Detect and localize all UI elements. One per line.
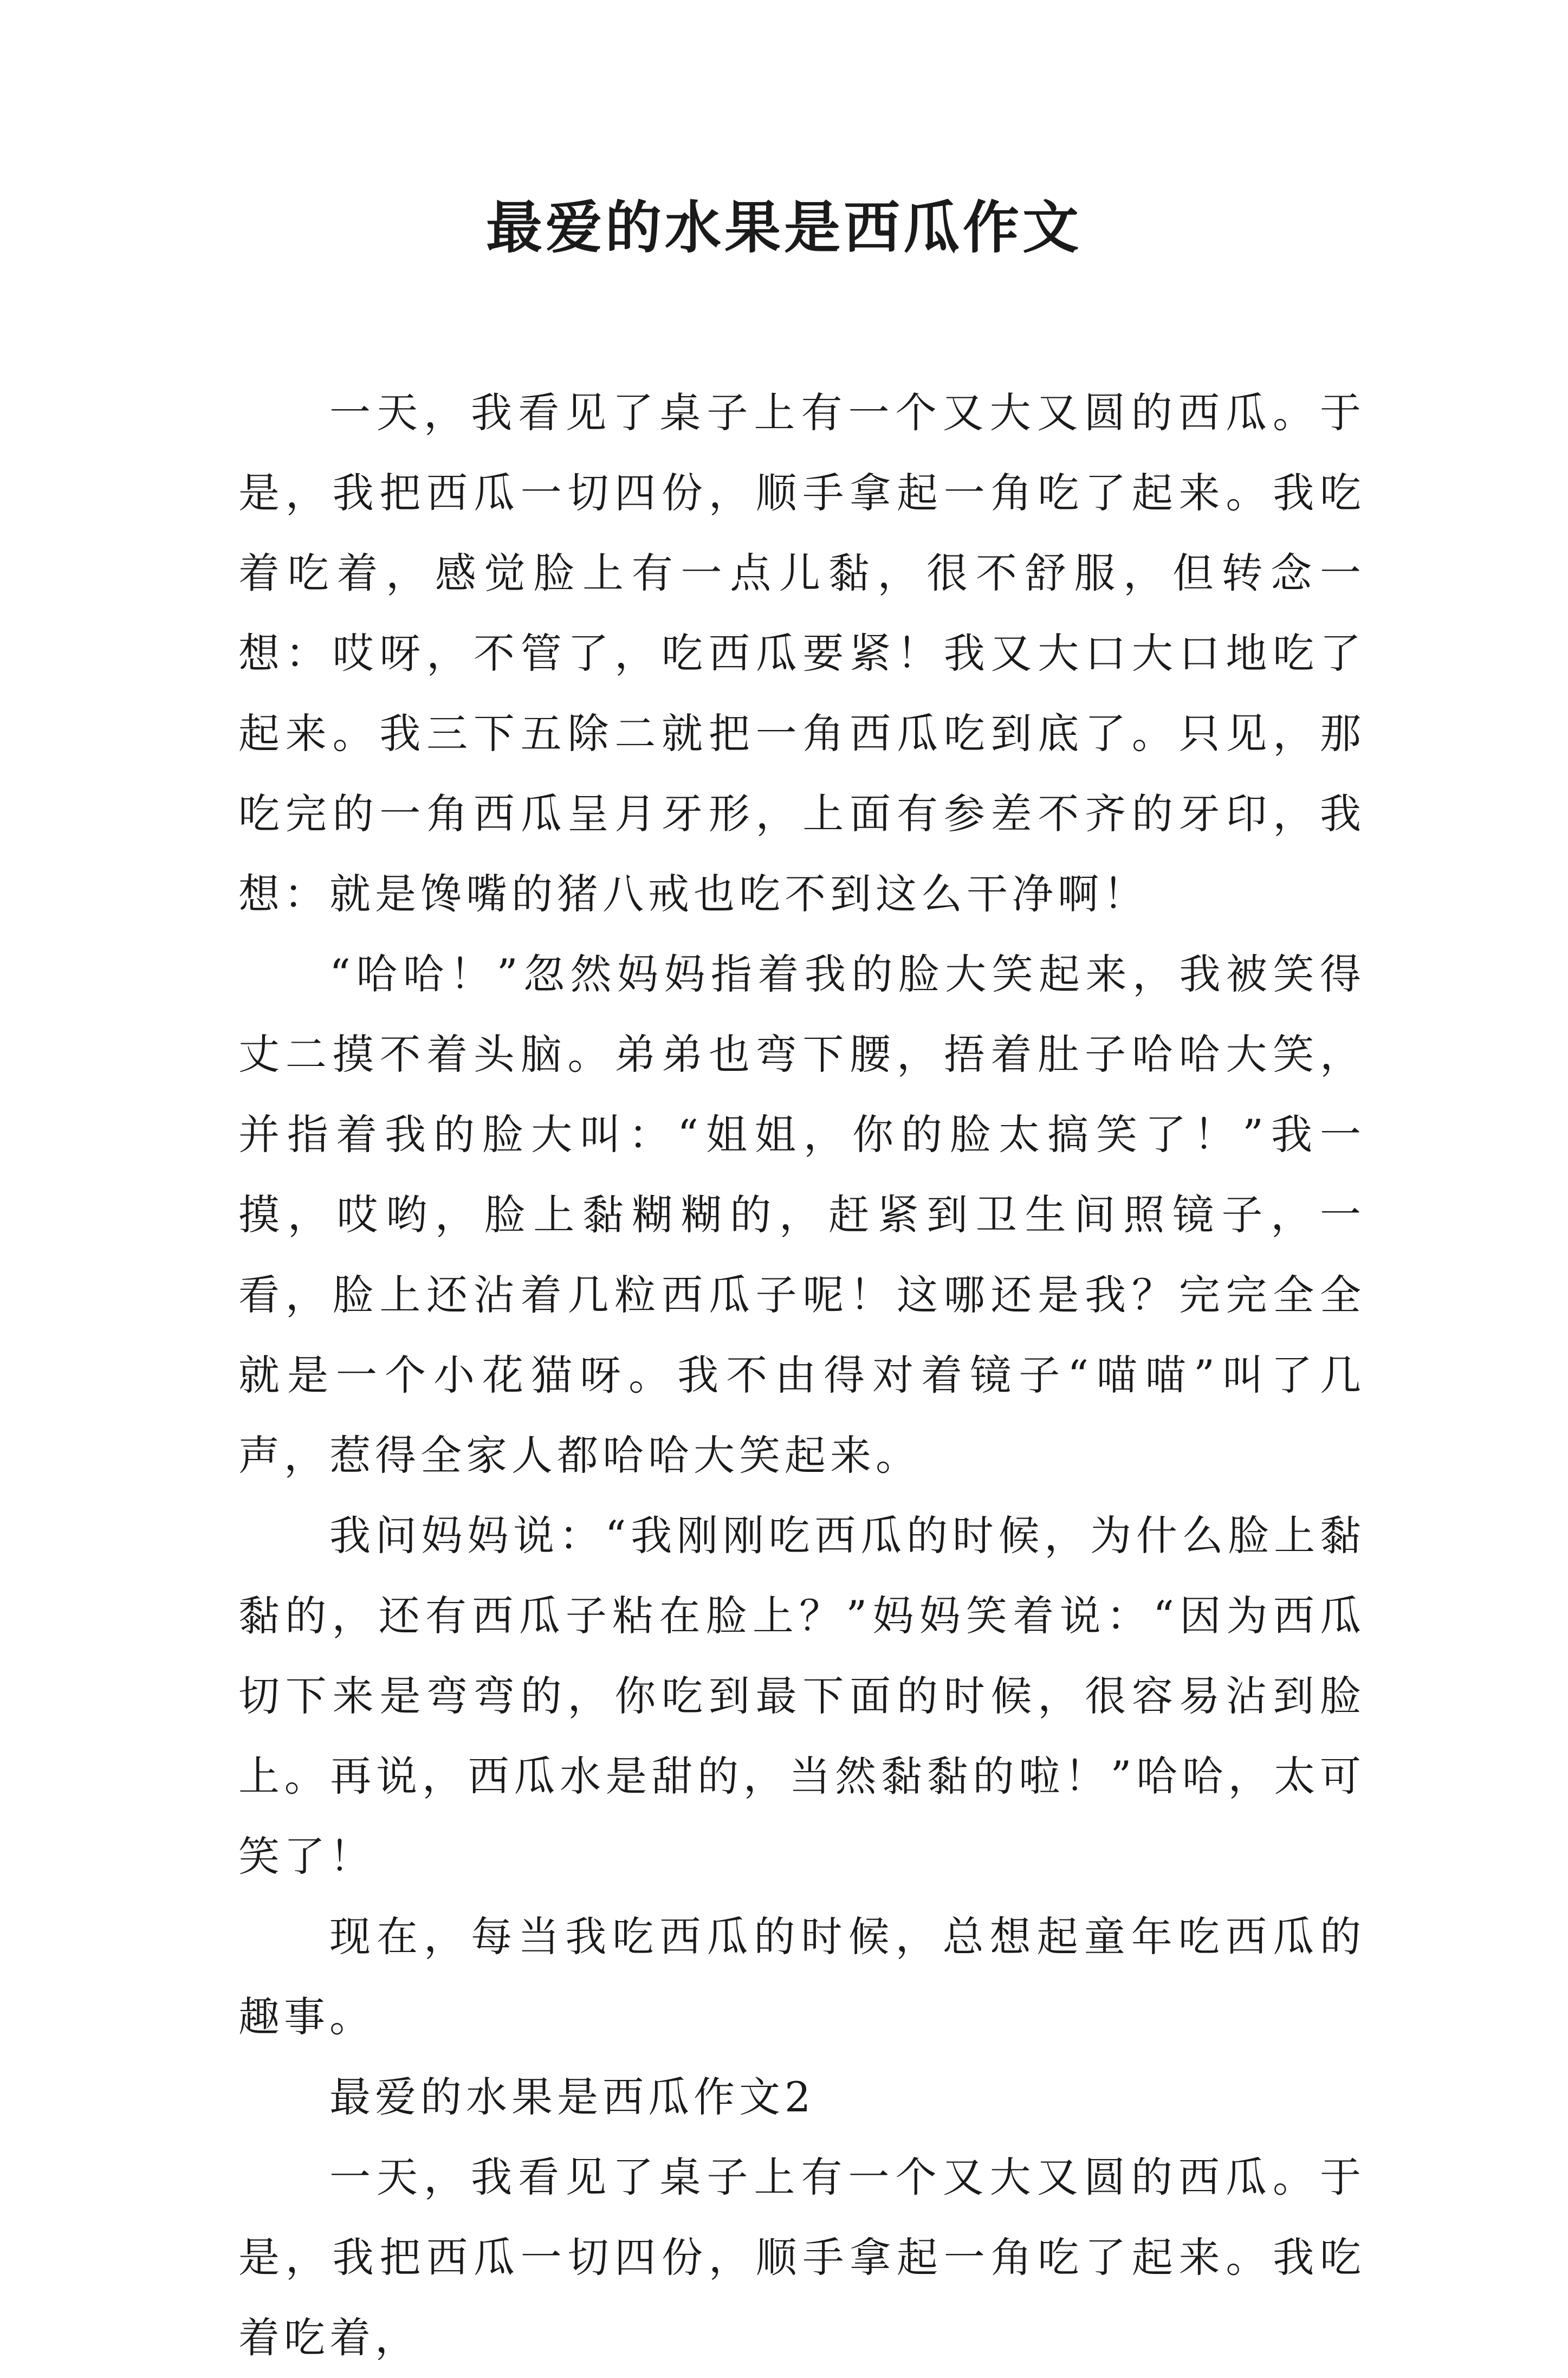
paragraph-5: 一天，我看见了桌子上有一个又大又圆的西瓜。于是，我把西瓜一切四份，顺手拿起一角吃了起来。我吃着吃着， bbox=[238, 2153, 1365, 2362]
document-title: 最爱的水果是西瓜作文 bbox=[485, 194, 1082, 261]
paragraph-2: “哈哈！”忽然妈妈指着我的脸大笑起来，我被笑得丈二摸不着头脑。弟弟也弯下腰，捂着肚子哈哈大笑，并指着我的脸大叫：“姐姐，你的脸太搞笑了！”我一摸，哎哟，脸上黏糊糊的，赶紧到卫生间照镜子，一看，脸上还沾着几粒西瓜子呢！这哪还是我？完完全全就是一个小花猫呀。我不由得对着镜子“喵喵”叫了几声，惹得全家人都哈哈大笑起来。 bbox=[238, 950, 1365, 1479]
section-heading-2: 最爱的水果是西瓜作文2 bbox=[329, 2073, 815, 2121]
paragraph-1: 一天，我看见了桌子上有一个又大又圆的西瓜。于是，我把西瓜一切四份，顺手拿起一角吃了起来。我吃着吃着，感觉脸上有一点儿黏，很不舒服，但转念一想：哎呀，不管了，吃西瓜要紧！我又大口大口地吃了起来。我三下五除二就把一角西瓜吃到底了。只见，那吃完的一角西瓜呈月牙形，上面有参差不齐的牙印，我想：就是馋嘴的猪八戒也吃不到这么干净啊！ bbox=[238, 389, 1365, 918]
paragraph-3: 我问妈妈说：“我刚刚吃西瓜的时候，为什么脸上黏黏的，还有西瓜子粘在脸上？”妈妈笑着说：“因为西瓜切下来是弯弯的，你吃到最下面的时候，很容易沾到脸上。再说，西瓜水是甜的，当然黏黏的啦！”哈哈，太可笑了！ bbox=[238, 1511, 1365, 1881]
paragraph-4: 现在，每当我吃西瓜的时候，总想起童年吃西瓜的趣事。 bbox=[238, 1912, 1365, 2041]
document-body bbox=[238, 373, 1365, 2378]
